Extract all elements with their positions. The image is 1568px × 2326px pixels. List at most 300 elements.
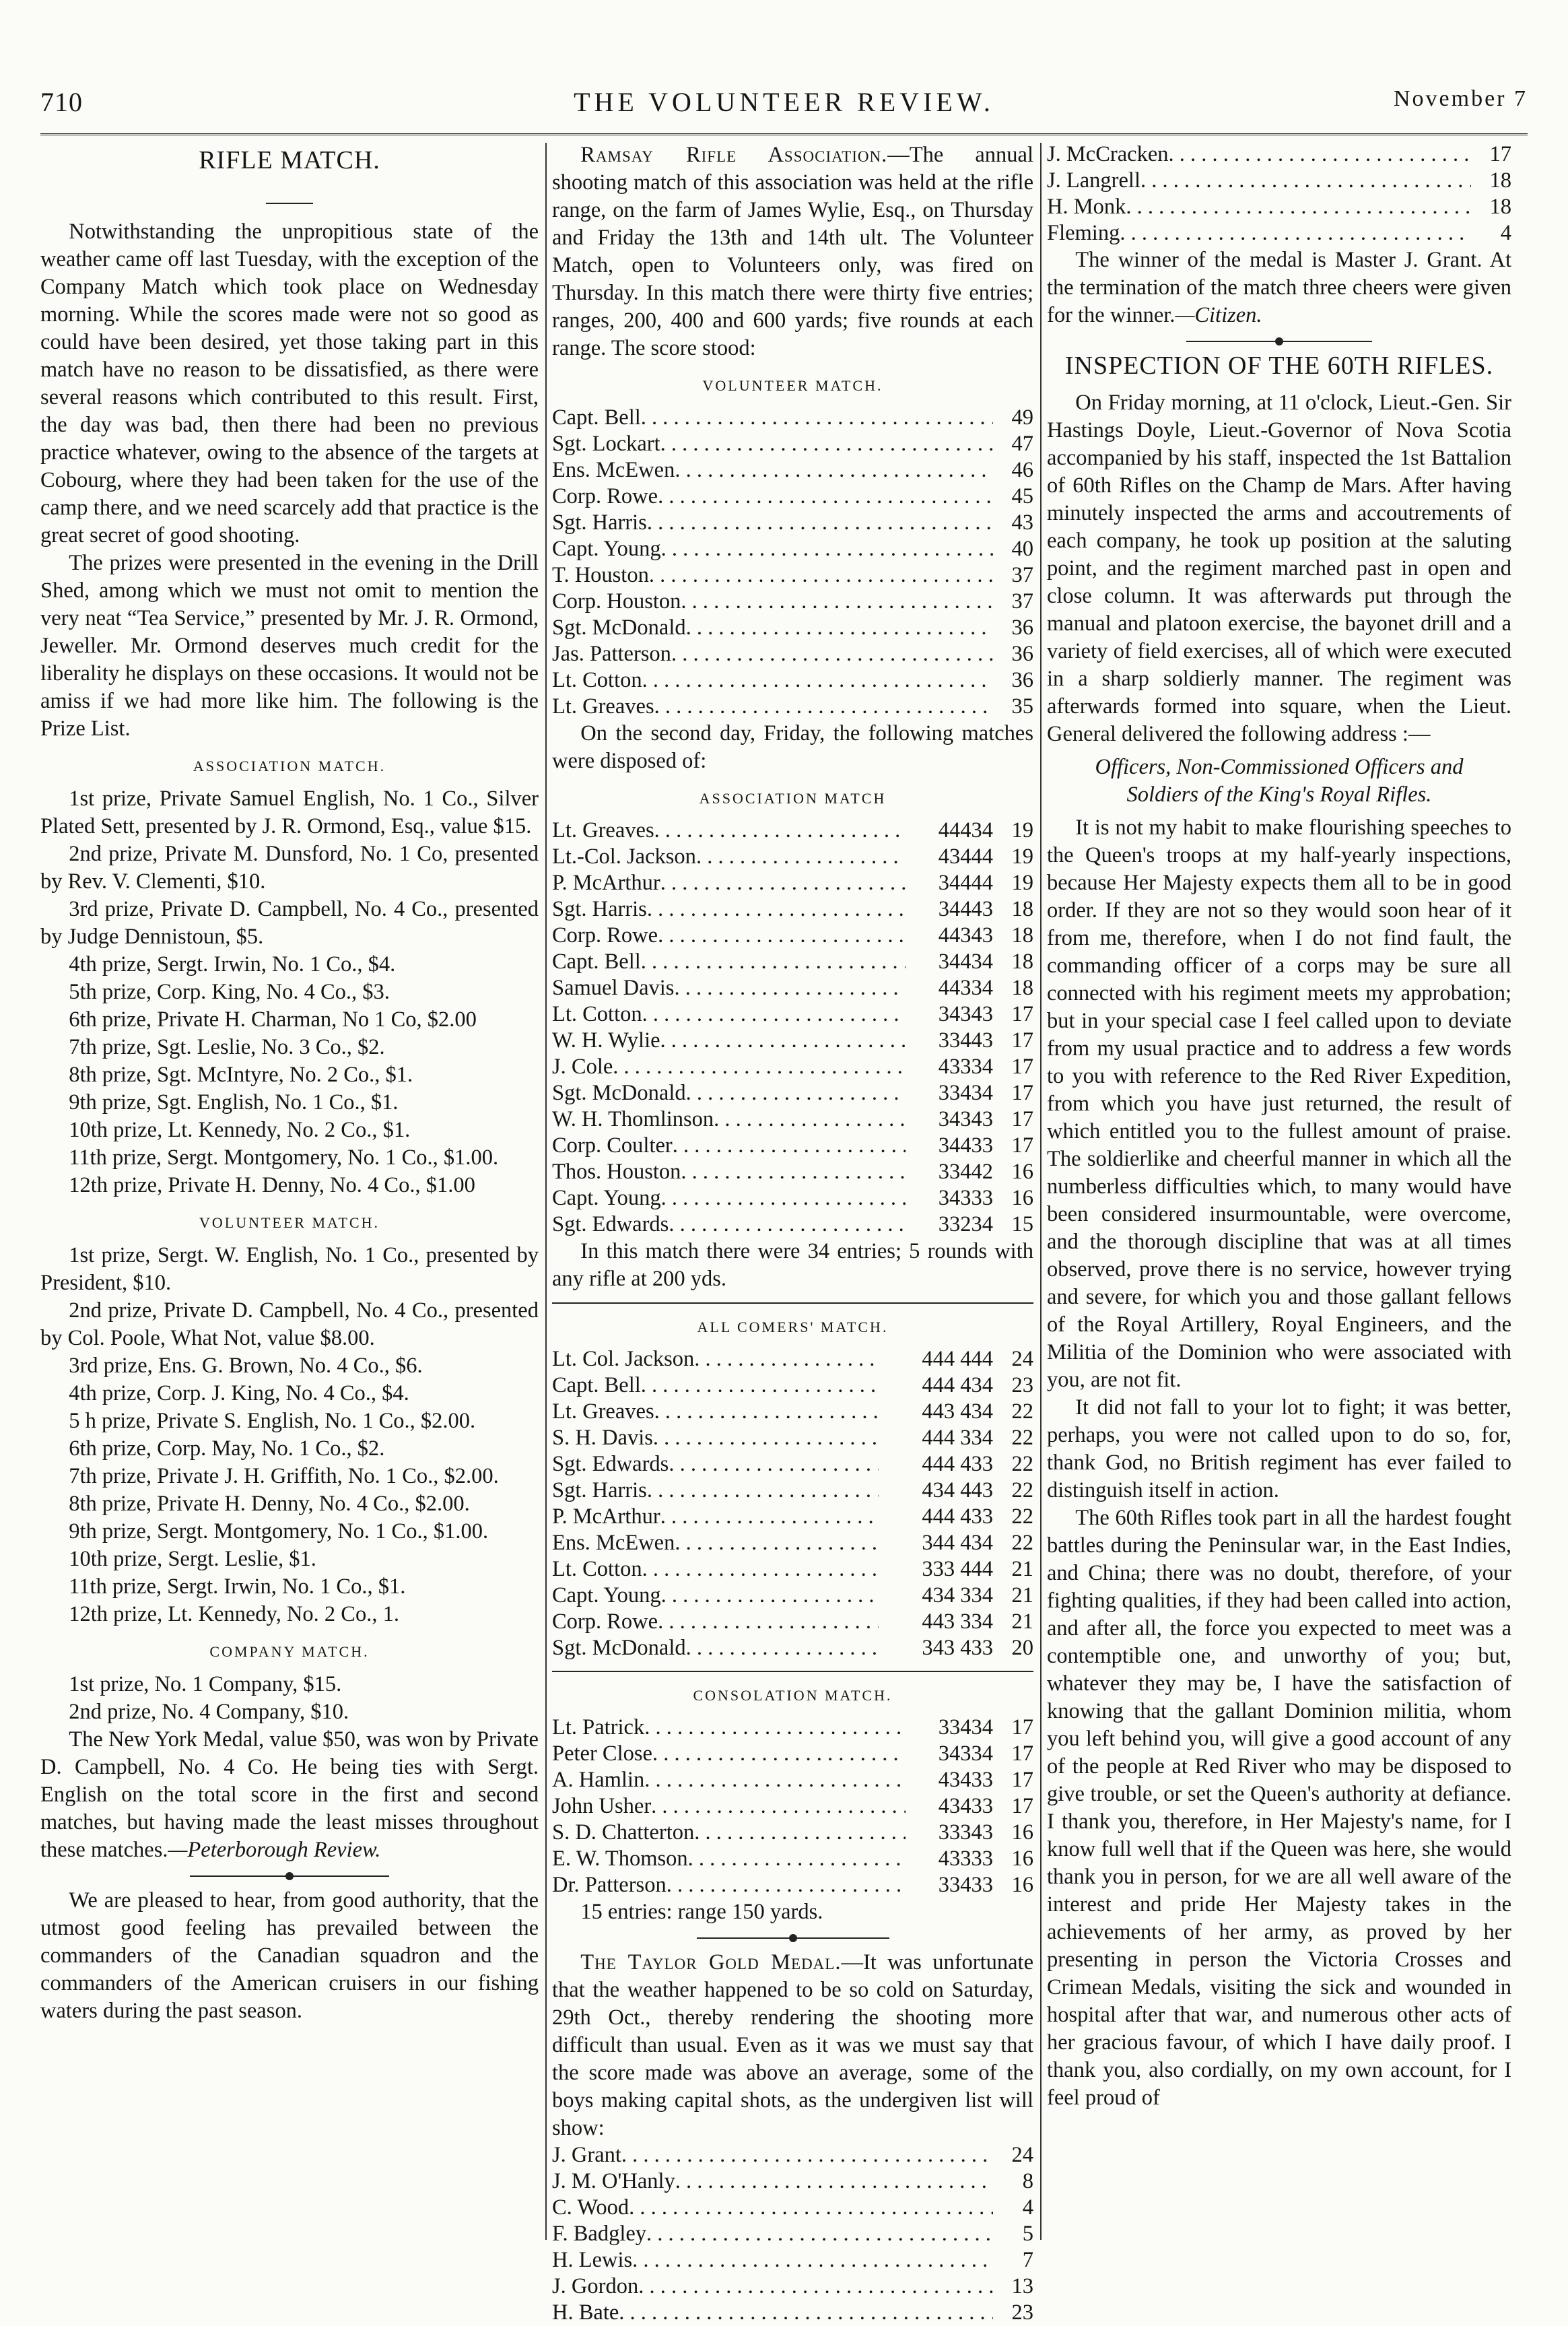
total-score: 46: [1011, 458, 1033, 482]
shot-scores: 444 433: [922, 1504, 993, 1529]
total-score: 36: [1011, 642, 1033, 666]
shot-scores: 33443: [938, 1028, 993, 1053]
score-table: [552, 1346, 1033, 1661]
leader-dots: [675, 457, 993, 484]
score-row: [552, 1211, 1033, 1238]
shot-scores: 444 334: [922, 1426, 993, 1450]
competitor-name: Lt. Cotton: [552, 668, 642, 692]
leader-dots: [642, 1001, 906, 1028]
score-row: [1047, 168, 1511, 194]
article-paragraph: It did not fall to your lot to fight; it was better, perhaps, you were not called upon to do so, for, thank God, no British regiment has ever failed to distinguish itself in action.: [1047, 1395, 1511, 1502]
score-row: [552, 1741, 1033, 1767]
score-row: [552, 1609, 1033, 1635]
score-row: [552, 870, 1033, 896]
total-score: 16: [1011, 1847, 1033, 1871]
total-score: 8: [1022, 2169, 1033, 2193]
prize-entry: 10th prize, Lt. Kennedy, No. 2 Co., $1.: [69, 1118, 411, 1142]
score-row: [552, 1054, 1033, 1080]
total-score: 16: [1011, 1873, 1033, 1897]
shot-scores: 443 334: [922, 1609, 993, 1634]
score-table: [552, 1715, 1033, 1898]
prize-entry: 5th prize, Corp. King, No. 4 Co., $3.: [69, 980, 390, 1004]
article-paragraph: [552, 1949, 1033, 2142]
competitor-name: Sgt. Lockart: [552, 432, 660, 456]
competitor-name: J. McCracken: [1047, 142, 1169, 166]
total-score: 24: [1011, 2143, 1033, 2167]
score-row: [552, 1159, 1033, 1185]
prize-entry: 7th prize, Private J. H. Griffith, No. 1 Co., $2.00.: [69, 1464, 499, 1488]
score-row: [552, 2300, 1033, 2326]
leader-dots: [654, 694, 993, 720]
prize-entry: 8th prize, Sgt. McIntyre, No. 2 Co., $1.: [69, 1063, 413, 1087]
score-row: [552, 2195, 1033, 2221]
leader-dots: [694, 1346, 879, 1372]
shot-scores: 444 434: [922, 1373, 993, 1397]
article-paragraph: On the second day, Friday, the following matches were disposed of:: [552, 721, 1033, 773]
score-table: [552, 2142, 1033, 2326]
total-score: 22: [1011, 1504, 1033, 1529]
score-row: [552, 1399, 1033, 1425]
total-score: 16: [1011, 1186, 1033, 1210]
shot-scores: 33434: [938, 1081, 993, 1105]
leader-dots: [644, 1715, 906, 1741]
competitor-name: P. McArthur: [552, 1504, 660, 1529]
score-row: [552, 1583, 1033, 1609]
prize-entry: 12th prize, Lt. Kennedy, No. 2 Co., 1.: [69, 1602, 399, 1626]
competitor-name: Lt. Greaves: [552, 694, 654, 719]
leader-dots: [686, 1080, 906, 1106]
competitor-name: E. W. Thomson: [552, 1847, 688, 1871]
competitor-name: H. Bate: [552, 2300, 619, 2325]
total-score: 40: [1011, 537, 1033, 561]
total-score: 17: [1011, 1081, 1033, 1105]
total-score: 18: [1011, 976, 1033, 1000]
total-score: 17: [1011, 1768, 1033, 1792]
leader-dots: [629, 2195, 993, 2221]
competitor-name: H. Lewis: [552, 2248, 633, 2272]
shot-scores: 343 433: [922, 1636, 993, 1660]
score-row: [552, 923, 1033, 949]
leader-dots: [1126, 194, 1471, 220]
shot-scores: 44343: [938, 923, 993, 948]
total-score: 18: [1011, 897, 1033, 921]
prize-entry: 3rd prize, Private D. Campbell, No. 4 Co., presented by Judge Dennistoun, $5.: [40, 897, 539, 949]
leader-dots: [1140, 168, 1471, 194]
shot-scores: 34343: [938, 1002, 993, 1026]
article-text: —It was unfortunate that the weather happened to be so cold on Saturday, 29th Oct., thereby rendering the shooting more difficult than usual. Even as it was we must say that the score made was above an average, some of the boys making capital shots, as the undergiven list will show:: [552, 1950, 1034, 2140]
shot-scores: 33234: [938, 1212, 993, 1236]
score-row: [552, 1635, 1033, 1661]
article-text: —The annual shooting match of this association was held at the rifle range, on the farm of James Wylie, Esq., on Thursday and Friday the 13th and 14th ult. The Volunteer Match, open to Volunteers only, was fired on Thursday. In this match there were thirty five entries; ranges, 200, 400 and 600 yards; five rounds at each range. The score stood:: [552, 143, 1033, 360]
prize-entry: 9th prize, Sergt. Montgomery, No. 1 Co., $1.00.: [69, 1519, 489, 1543]
score-row: [552, 694, 1033, 720]
total-score: 22: [1011, 1426, 1033, 1450]
leader-dots: [651, 1793, 906, 1820]
score-row: [1047, 194, 1511, 220]
shot-scores: 33434: [938, 1715, 993, 1739]
competitor-name: H. Monk: [1047, 195, 1126, 219]
shot-scores: 43333: [938, 1847, 993, 1871]
score-table: [552, 818, 1033, 1238]
score-row: [552, 667, 1033, 694]
medal-text: The New York Medal, value $50, was won by Private D. Campbell, No. 4 Co. He being ties with Sergt. English on the total score in the first and second matches, but having made the least misses throughout these matches.: [40, 1727, 539, 1862]
leader-dots: [638, 2273, 993, 2300]
leader-dots: [671, 641, 993, 667]
leader-dots: [661, 536, 993, 562]
shot-scores: 43444: [938, 844, 993, 869]
shot-scores: 33433: [938, 1873, 993, 1897]
column-3: [1047, 141, 1511, 2112]
shot-scores: 43433: [938, 1768, 993, 1792]
leader-dots: [649, 562, 993, 589]
shot-scores: 34434: [938, 950, 993, 974]
column-2: [552, 141, 1033, 2326]
competitor-name: John Usher: [552, 1794, 652, 1818]
prize-entry: 5 h prize, Private S. English, No. 1 Co., $2.00.: [69, 1409, 476, 1433]
article-title: RIFLE MATCH.: [199, 146, 380, 174]
total-score: 17: [1011, 1107, 1033, 1131]
score-row: [552, 1767, 1033, 1793]
shot-scores: 34443: [938, 897, 993, 921]
leader-dots: [641, 405, 993, 431]
competitor-name: Sgt. McDonald: [552, 1081, 686, 1105]
article-paragraph: [552, 141, 1033, 362]
score-row: [552, 457, 1033, 484]
competitor-name: Lt. Cotton: [552, 1557, 642, 1581]
score-row: [552, 1106, 1033, 1133]
score-row: [552, 1372, 1033, 1399]
score-row: [552, 1530, 1033, 1556]
score-row: [552, 818, 1033, 844]
competitor-name: J. Langrell: [1047, 168, 1140, 193]
shot-scores: 33343: [938, 1820, 993, 1845]
competitor-name: Sgt. McDonald: [552, 1636, 686, 1660]
score-row: [552, 589, 1033, 615]
leader-dots: [673, 1133, 906, 1159]
total-score: 16: [1011, 1820, 1033, 1845]
total-score: 5: [1022, 2222, 1033, 2246]
competitor-name: T. Houston: [552, 563, 649, 587]
prize-list: [40, 1242, 539, 1628]
article-paragraph: The 60th Rifles took part in all the hardest fought battles during the Peninsular war, in the East Indies, and China; there was no doubt, therefore, of your fighting qualities, if they had been called into action, and after all, the force you expected to meet was a contemptible one, and unworthy of you; but, whatever they may be, I have the satisfaction of knowing that the gallant Dominion militia, whom you left behind you, will give a good account of any of the people at Red River who may be disposed to give trouble, or set the Queen's authority at defiance. I thank you, therefore, in Her Majesty's name, for I know full well that if the Queen was here, she would thank you in person, for we are all well aware of the interest and pride Her Majesty takes in the achievements of her army, as proved by her presenting in person the Victoria Crosses and Crimean Medals, visiting the sick and wounded in hospital after that war, and numerous other acts of her gracious favour, of which I have daily proof. I thank you, also cordially, on my own account, for I feel proud of: [1047, 1506, 1511, 2110]
leader-dots: [660, 1028, 906, 1054]
total-score: 13: [1011, 2274, 1033, 2298]
shot-scores: 43433: [938, 1794, 993, 1818]
competitor-name: Peter Close: [552, 1741, 652, 1766]
total-score: 36: [1011, 616, 1033, 640]
prize-entry: 1st prize, Private Samuel English, No. 1 Co., Silver Plated Sett, presented by J. R. Ormond, Esq., value $15.: [40, 787, 539, 838]
leader-dots: [647, 510, 993, 536]
total-score: 17: [1011, 1055, 1033, 1079]
leader-dots: [669, 1451, 879, 1477]
competitor-name: Lt. Patrick: [552, 1715, 645, 1739]
leader-dots: [642, 1556, 879, 1583]
total-score: 22: [1011, 1478, 1033, 1502]
leader-dots: [658, 484, 993, 510]
prize-entry: 2nd prize, Private D. Campbell, No. 4 Co., presented by Col. Poole, What Not, value $8.00.: [40, 1298, 539, 1350]
shot-scores: 34433: [938, 1133, 993, 1158]
leader-dots: [658, 1609, 879, 1635]
score-row: [552, 1346, 1033, 1372]
total-score: 17: [1011, 1794, 1033, 1818]
leader-dots: [694, 1820, 906, 1846]
competitor-name: P. McArthur: [552, 871, 660, 895]
prize-entry: 3rd prize, Ens. G. Brown, No. 4 Co., $6.: [69, 1354, 423, 1378]
section-heading: ASSOCIATION MATCH.: [193, 758, 386, 774]
total-score: 49: [1011, 405, 1033, 430]
score-row: [552, 1846, 1033, 1872]
article-paragraph: [40, 1726, 539, 1864]
shot-scores: 434 443: [922, 1478, 993, 1502]
total-score: 47: [1011, 432, 1033, 456]
competitor-name: J. Grant: [552, 2143, 621, 2167]
competitor-name: Capt. Young: [552, 537, 661, 561]
competitor-name: Sgt. Harris: [552, 897, 647, 921]
leader-dots: [654, 1399, 879, 1425]
leader-dots: [653, 1425, 879, 1451]
leader-dots: [675, 1530, 879, 1556]
score-row: [552, 844, 1033, 870]
total-score: 17: [1011, 1715, 1033, 1739]
column-divider: [545, 143, 547, 2240]
leader-dots: [658, 923, 906, 949]
score-row: [552, 641, 1033, 667]
shot-scores: 444 444: [922, 1347, 993, 1371]
section-rule: [552, 1302, 1033, 1304]
total-score: 4: [1022, 2195, 1033, 2220]
score-row: [552, 1133, 1033, 1159]
prize-list: [40, 1671, 539, 1726]
competitor-name: Dr. Patterson: [552, 1873, 667, 1897]
section-heading: COMPANY MATCH.: [209, 1643, 370, 1660]
article-lead: Ramsay Rifle Association.: [580, 143, 888, 167]
score-row: [552, 2168, 1033, 2195]
score-row: [552, 484, 1033, 510]
section-heading: ASSOCIATION MATCH: [699, 790, 887, 807]
competitor-name: Jas. Patterson: [552, 642, 671, 666]
shot-scores: 33442: [938, 1160, 993, 1184]
leader-dots: [660, 870, 906, 896]
total-score: 23: [1011, 1373, 1033, 1397]
total-score: 17: [1011, 1133, 1033, 1158]
prize-entry: 11th prize, Sergt. Montgomery, No. 1 Co., $1.00.: [69, 1145, 499, 1170]
leader-dots: [641, 1372, 879, 1399]
shot-scores: 34444: [938, 871, 993, 895]
column-1: [40, 141, 539, 2025]
competitor-name: Corp. Rowe: [552, 923, 658, 948]
competitor-name: J. Cole: [552, 1055, 613, 1079]
competitor-name: Lt. Col. Jackson: [552, 1347, 695, 1371]
leader-dots: [646, 2221, 993, 2247]
total-score: 18: [1011, 950, 1033, 974]
total-score: 24: [1011, 1347, 1033, 1371]
prize-entry: 7th prize, Sgt. Leslie, No. 3 Co., $2.: [69, 1035, 385, 1059]
competitor-name: Sgt. McDonald: [552, 616, 686, 640]
article-paragraph: 15 entries: range 150 yards.: [580, 1900, 823, 1924]
prize-entry: 6th prize, Private H. Charman, No 1 Co, $2.00: [69, 1007, 477, 1032]
shot-scores: 444 433: [922, 1452, 993, 1476]
article-paragraph: Notwithstanding the unpropitious state of the weather came off last Tuesday, with the exception of the Company Match which took place on Wednesday morning. While the scores made were not so good as could have been desired, yet those taking part in this match have no reason to be dissatisfied, as there were several reasons which contributed to this result. First, the day was bad, then there had been no previous practice whatever, owing to the absence of the targets at Cobourg, where they had been taken for the use of the camp there, and we need scarcely add that practice is the great secret of good shooting.: [40, 220, 539, 547]
total-score: 7: [1022, 2248, 1033, 2272]
score-row: [552, 1793, 1033, 1820]
competitor-name: Capt. Young: [552, 1583, 661, 1607]
total-score: 21: [1011, 1557, 1033, 1581]
column-divider: [1040, 143, 1042, 2240]
article-paragraph: On Friday morning, at 11 o'clock, Lieut.-Gen. Sir Hastings Doyle, Lieut.-Governor of Nova Scotia accompanied by his staff, inspected the 1st Battalion of 60th Rifles on the Champ de Mars. After having minutely inspected the arms and accoutrements of each company, he took up position at the saluting point, and the regiment marched past in open and close column. It was afterwards put through the manual and platoon exercise, the bayonet drill and a variety of field exercises, all of which were executed in a sharp soldierly manner. The regiment was afterwards formed into square, when the Lieut. General delivered the following address :—: [1047, 391, 1511, 746]
prize-entry: 6th prize, Corp. May, No. 1 Co., $2.: [69, 1436, 385, 1461]
score-row: [1047, 220, 1511, 246]
header-rule: [40, 133, 1528, 135]
competitor-name: W. H. Thomlinson: [552, 1107, 714, 1131]
score-row: [552, 1872, 1033, 1898]
leader-dots: [714, 1106, 906, 1133]
score-row: [552, 2247, 1033, 2273]
competitor-name: Capt. Bell: [552, 1373, 641, 1397]
prize-entry: 11th prize, Sergt. Irwin, No. 1 Co., $1.: [69, 1574, 406, 1599]
score-row: [552, 1425, 1033, 1451]
leader-dots: [681, 589, 993, 615]
competitor-name: Sgt. Harris: [552, 510, 647, 535]
score-table: [552, 405, 1033, 720]
total-score: 19: [1011, 844, 1033, 869]
score-row: [552, 562, 1033, 589]
leader-dots: [681, 1159, 906, 1185]
total-score: 22: [1011, 1452, 1033, 1476]
leader-dots: [1169, 141, 1472, 168]
score-row: [552, 896, 1033, 923]
leader-dots: [688, 1846, 906, 1872]
shot-scores: 44434: [938, 818, 993, 842]
score-row: [1047, 141, 1511, 168]
total-score: 16: [1011, 1160, 1033, 1184]
score-row: [552, 2142, 1033, 2168]
shot-scores: 443 434: [922, 1399, 993, 1424]
leader-dots: [686, 615, 993, 641]
page-number: 710: [40, 87, 83, 117]
score-row: [552, 405, 1033, 431]
leader-dots: [661, 1583, 879, 1609]
article-title: INSPECTION OF THE 60TH RIFLES.: [1064, 352, 1494, 380]
total-score: 18: [1489, 168, 1511, 193]
shot-scores: 43334: [938, 1055, 993, 1079]
prize-list: [40, 785, 539, 1199]
leader-dots: [669, 1211, 906, 1238]
leader-dots: [632, 2247, 993, 2273]
total-score: 23: [1011, 2300, 1033, 2325]
prize-entry: 12th prize, Private H. Denny, No. 4 Co., $1.00: [69, 1173, 475, 1197]
article-paragraph: We are pleased to hear, from good authority, that the utmost good feeling has prevailed between the commanders of the Canadian squadron and the commanders of the American cruisers in our fishing waters during the past season.: [40, 1888, 539, 2023]
total-score: 22: [1011, 1531, 1033, 1555]
competitor-name: Corp. Houston: [552, 589, 681, 613]
score-row: [552, 2273, 1033, 2300]
competitor-name: Fleming: [1047, 221, 1120, 245]
shot-scores: 344 434: [922, 1531, 993, 1555]
prize-entry: 8th prize, Private H. Denny, No. 4 Co., $2.00.: [69, 1492, 470, 1516]
shot-scores: 34343: [938, 1107, 993, 1131]
article-text: The winner of the medal is Master J. Grant. At the termination of the match three cheers were given for the winner.: [1047, 248, 1511, 327]
score-row: [552, 975, 1033, 1001]
competitor-name: Corp. Rowe: [552, 1609, 658, 1634]
title-rule: [40, 184, 539, 211]
competitor-name: Ens. McEwen: [552, 458, 675, 482]
leader-dots: [642, 667, 993, 694]
leader-dots: [660, 1504, 879, 1530]
leader-dots: [621, 2142, 993, 2168]
competitor-name: A. Hamlin: [552, 1768, 645, 1792]
total-score: 19: [1011, 871, 1033, 895]
score-row: [552, 1080, 1033, 1106]
total-score: 17: [1011, 1002, 1033, 1026]
total-score: 22: [1011, 1399, 1033, 1424]
prize-entry: 10th prize, Sergt. Leslie, $1.: [69, 1547, 316, 1571]
leader-dots: [654, 818, 906, 844]
article-paragraph: [1047, 246, 1511, 329]
competitor-name: Thos. Houston: [552, 1160, 681, 1184]
competitor-name: Lt. Greaves: [552, 818, 654, 842]
score-row: [552, 1185, 1033, 1211]
total-score: 45: [1011, 484, 1033, 508]
leader-dots: [647, 1477, 879, 1504]
competitor-name: J. Gordon: [552, 2274, 639, 2298]
section-ornament: [1047, 337, 1511, 344]
prize-entry: 2nd prize, Private M. Dunsford, No. 1 Co, presented by Rev. V. Clementi, $10.: [40, 842, 539, 894]
page-header: [40, 86, 1528, 127]
competitor-name: Corp. Coulter: [552, 1133, 673, 1158]
total-score: 36: [1011, 668, 1033, 692]
article-paragraph: In this match there were 34 entries; 5 rounds with any rifle at 200 yds.: [552, 1239, 1033, 1291]
competitor-name: W. H. Wylie: [552, 1028, 660, 1053]
leader-dots: [613, 1054, 906, 1080]
competitor-name: Sgt. Harris: [552, 1478, 647, 1502]
leader-dots: [667, 1872, 906, 1898]
score-row: [552, 1504, 1033, 1530]
total-score: 17: [1011, 1028, 1033, 1053]
competitor-name: Corp. Rowe: [552, 484, 658, 508]
total-score: 21: [1011, 1583, 1033, 1607]
total-score: 37: [1011, 563, 1033, 587]
leader-dots: [652, 1741, 906, 1767]
competitor-name: Capt. Bell: [552, 405, 641, 430]
shot-scores: 34334: [938, 1741, 993, 1766]
leader-dots: [644, 1767, 906, 1793]
shot-scores: 34333: [938, 1186, 993, 1210]
leader-dots: [660, 431, 993, 457]
prize-entry: 4th prize, Corp. J. King, No. 4 Co., $4.: [69, 1381, 409, 1405]
prize-entry: 2nd prize, No. 4 Company, $10.: [69, 1700, 349, 1724]
total-score: 35: [1011, 694, 1033, 719]
total-score: 19: [1011, 818, 1033, 842]
total-score: 37: [1011, 589, 1033, 613]
leader-dots: [619, 2300, 993, 2326]
competitor-name: Lt. Greaves: [552, 1399, 654, 1424]
section-rule: [552, 1671, 1033, 1672]
score-row: [552, 510, 1033, 536]
competitor-name: Capt. Bell: [552, 950, 641, 974]
total-score: 15: [1011, 1212, 1033, 1236]
total-score: 20: [1011, 1636, 1033, 1660]
leader-dots: [696, 844, 906, 870]
leader-dots: [661, 1185, 906, 1211]
leader-dots: [686, 1635, 879, 1661]
competitor-name: S. H. Davis: [552, 1426, 653, 1450]
competitor-name: C. Wood: [552, 2195, 629, 2220]
article-paragraph: The prizes were presented in the evening in the Drill Shed, among which we must not omit to mention the very neat “Tea Service,” presented by Mr. J. R. Ormond, Jeweller. Mr. Ormond deserves much credit for the liberality he displays on these occasions. It would not be amiss if we had more like him. The following is the Prize List.: [40, 551, 539, 741]
source-credit: —Peterborough Review.: [168, 1838, 381, 1862]
total-score: 4: [1500, 221, 1511, 245]
score-row: [552, 615, 1033, 641]
score-row: [552, 1028, 1033, 1054]
competitor-name: S. D. Chatterton: [552, 1820, 695, 1845]
